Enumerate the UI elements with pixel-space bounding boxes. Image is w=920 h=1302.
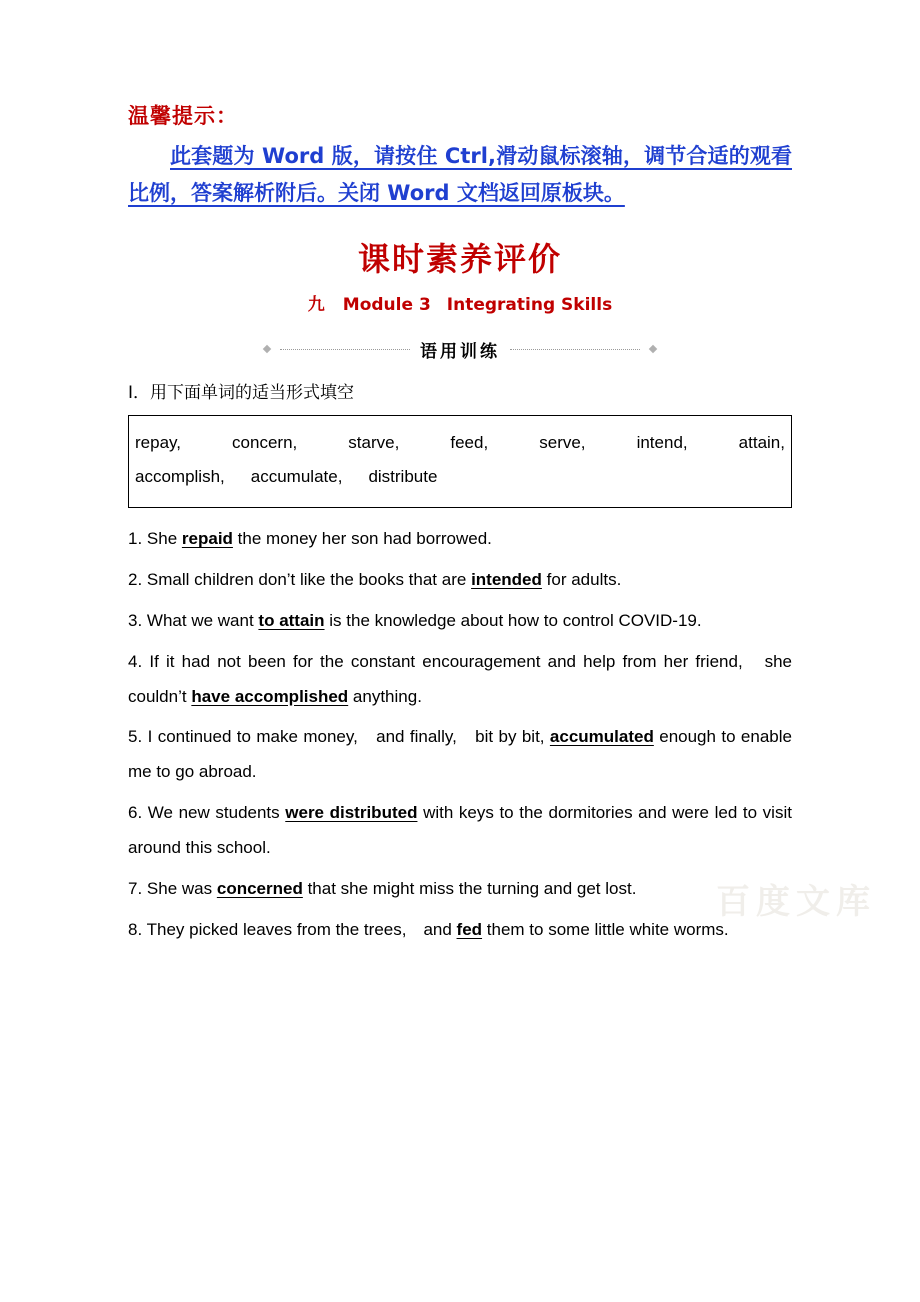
notice-title: 温馨提示： [128,104,238,128]
answer-blank: were distributed [285,803,418,823]
question-text-before: She was [146,878,213,898]
word-item: attain, [738,432,785,452]
word-bank-line [133,460,787,495]
word-item: feed, [450,432,489,452]
answer-blank: have accomplished [191,686,349,706]
subtitle-number: 九 [307,294,325,315]
notice-body: 此套题为 Word 版，请按住 Ctrl,滑动鼠标滚轴，调节合适的观看比例，答案解析附后。关闭 Word 文档返回原板块。 [128,144,792,205]
answer-blank: concerned [216,878,303,898]
list-item [128,720,792,790]
question-number: 3. [128,610,143,630]
subtitle [128,290,792,315]
question-number: 2. [128,570,143,590]
diamond-icon [649,345,657,353]
subtitle-topic: Integrating Skills [446,294,613,315]
section-label: 语用训练 [420,341,500,362]
word-item: repay, [135,432,181,452]
word-bank-box [128,415,792,509]
list-item [128,645,792,715]
word-item: starve, [348,432,400,452]
question-number: 8. [128,919,143,939]
diamond-icon [263,345,271,353]
question-text-before: They picked leaves from the trees, and [146,919,452,939]
question-number: 1. [128,529,143,549]
question-text-after: that she might miss the turning and get lost. [307,878,637,898]
word-item: accomplish, [135,467,225,487]
question-number: 4. [128,651,143,671]
word-item: accumulate, [250,467,343,487]
list-item [128,563,792,598]
question-list [128,522,792,947]
question-text-after: them to some little white worms. [486,919,729,939]
question-text-after: the money her son had borrowed. [237,529,492,549]
answer-blank: to attain [258,610,325,630]
list-item [128,604,792,639]
section-band [128,337,792,362]
answer-blank: intended [471,570,542,590]
question-text-before: Small children don’t like the books that are [146,570,467,590]
question-text-after: anything. [352,686,422,706]
word-item: serve, [539,432,586,452]
list-item [128,913,792,948]
question-text-before: If it had not been for the constant encouragement and help from her friend, she couldn’t [128,651,792,706]
list-item [128,796,792,866]
question-text-after: with keys to the dormitories and were led to visit around this school. [128,803,792,857]
answer-blank: repaid [181,529,233,549]
word-bank-line [133,426,787,461]
word-item: intend, [636,432,688,452]
word-item: distribute [368,467,438,487]
answer-blank: fed [456,919,483,939]
question-text-before: I continued to make money, and finally, bit by bit, [147,727,545,747]
question-text-after: enough to enable me to go abroad. [128,727,792,782]
question-text-before: What we want [146,610,254,630]
subtitle-module: Module 3 [342,294,431,315]
question-text-after: is the knowledge about how to control COVID-19. [329,610,702,630]
list-item [128,872,792,907]
question-number: 7. [128,878,143,898]
question-text-before: We new students [147,803,280,823]
list-item [128,522,792,557]
answer-blank: accumulated [549,727,654,747]
page-title: 课时素养评价 [357,239,562,278]
question-number: 5. [128,727,143,747]
question-text-before: She [146,529,178,549]
question-text-after: for adults. [546,570,622,590]
divider-left [280,349,410,350]
word-item: concern, [232,432,298,452]
watermark: 百度文库 [716,882,876,922]
question-number: 6. [128,803,143,823]
part-heading: Ⅰ．用下面单词的适当形式填空 [128,382,355,403]
divider-right [510,349,640,350]
